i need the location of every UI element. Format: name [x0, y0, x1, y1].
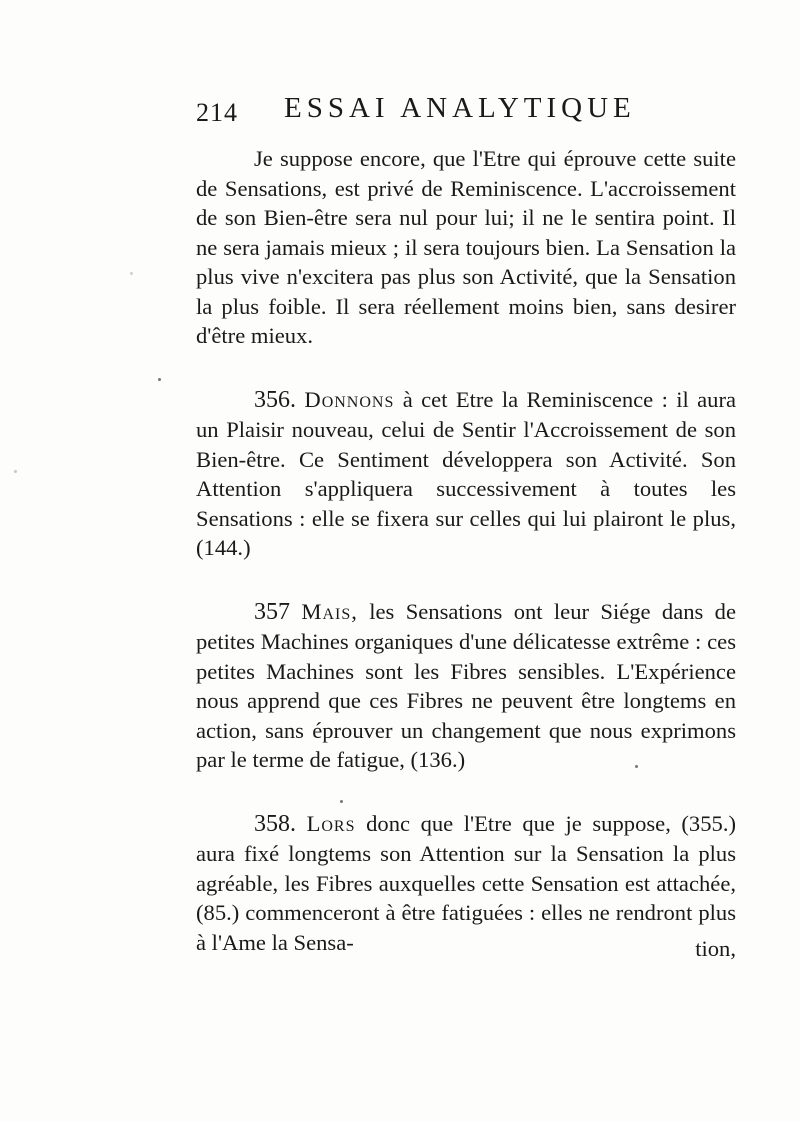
print-speck — [14, 470, 17, 473]
paragraph-text: donc que l'Etre que je suppose, (355.) aura fixé longtems son Attention sur la Sensation la plus agréable, les Fibres auxquelles cette Sensation est attachée, (85.) commenceront à être fatiguées : elles ne rendront plus à l'Ame la Sensa- — [196, 810, 736, 955]
print-speck — [158, 378, 161, 381]
catchword: tion, — [695, 936, 736, 961]
page-number: 214 — [196, 98, 238, 127]
paragraph-356 — [196, 385, 736, 563]
print-speck — [635, 765, 638, 768]
paragraph-355 — [196, 144, 736, 351]
paragraph-357 — [196, 597, 736, 775]
print-speck — [130, 272, 133, 275]
paragraph-text: Je suppose encore, que l'Etre qui éprouve cette suite de Sensations, est privé de Reminiscence. L'accroissement de son Bien-être sera nul pour lui; il ne le sentira point. Il ne sera jamais mieux ; il sera toujours bien. La Sensation la plus vive n'excitera pas plus son Activité, que la Sensation la plus foible. Il sera réellement moins bien, sans desirer d'être mieux. — [196, 146, 736, 348]
running-title: ESSAI ANALYTIQUE — [284, 92, 636, 124]
paragraph-lead-word: Mais, — [301, 598, 358, 624]
paragraph-number: 358. — [254, 810, 296, 837]
page-header — [196, 92, 742, 132]
paragraph-lead-word: Lors — [306, 810, 356, 836]
print-speck — [340, 800, 343, 803]
paragraph-text: les Sensations ont leur Siége dans de petites Machines organiques d'une délicatesse extrême : ces petites Machines sont les Fibres sensibles. L'Expérience nous apprend que ces Fibres ne peuvent être longtems en action, sans éprouver un changement que nous exprimons par le terme de fatigue, (136.) — [196, 598, 737, 772]
paragraph-358 — [196, 809, 736, 958]
body-text — [196, 144, 736, 991]
paragraph-lead-word: Donnons — [304, 386, 395, 412]
paragraph-number: 356. — [254, 386, 296, 413]
paragraph-number: 357 — [254, 598, 290, 625]
paragraph-text: à cet Etre la Reminiscence : il aura un Plaisir nouveau, celui de Sentir l'Accroissement de son Bien-être. Ce Sentiment développera son Activité. Son Attention s'appliquera successivement à toutes les Sensations : elle se fixera sur celles qui lui plairont le plus, (144.) — [196, 386, 737, 560]
